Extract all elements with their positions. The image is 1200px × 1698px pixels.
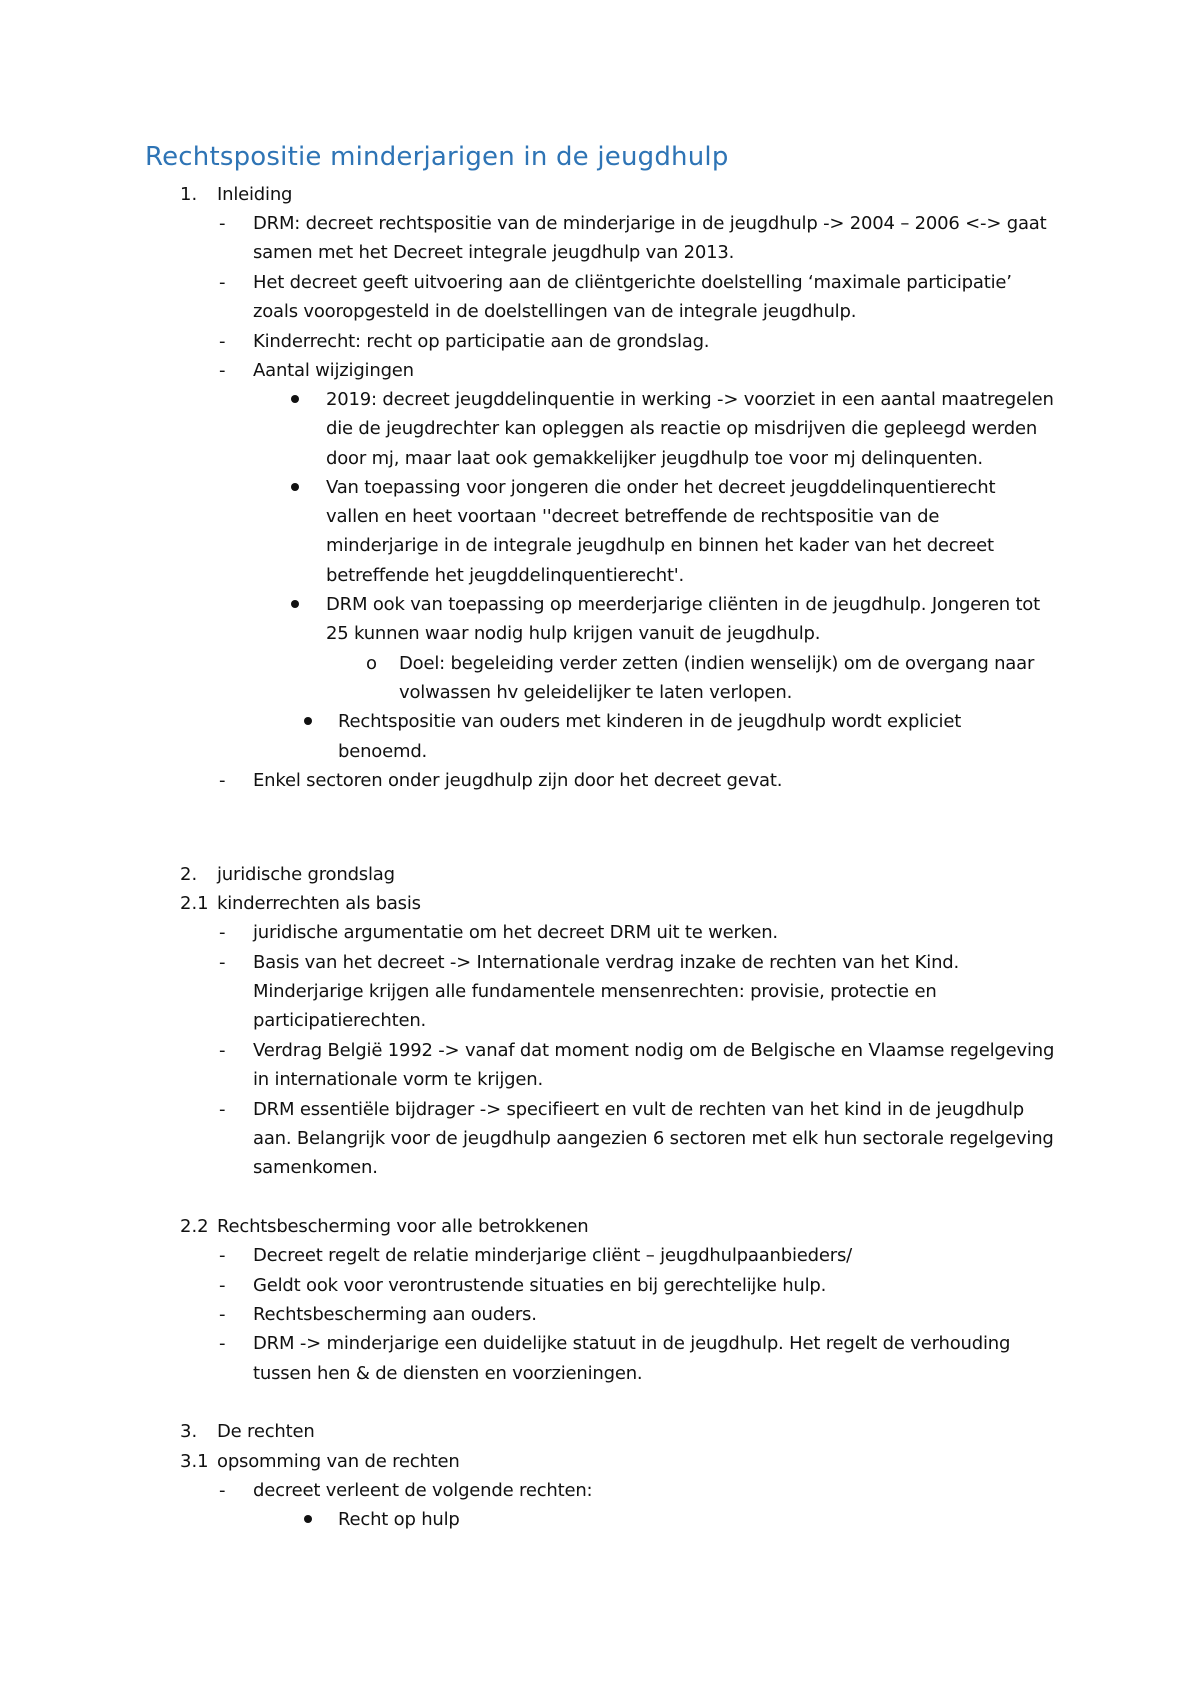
dash-marker: - xyxy=(219,1099,226,1120)
section-3-1-number: 3.1 xyxy=(180,1451,209,1472)
bullet-item-text: DRM ook van toepassing op meerderjarige cliënten in de jeugdhulp. Jongeren tot xyxy=(326,594,1040,615)
list-item-text: aan. Belangrijk voor de jeugdhulp aangezien 6 sectoren met elk hun sectorale regelgeving xyxy=(253,1128,1054,1149)
list-item-text: Basis van het decreet -> Internationale verdrag inzake de rechten van het Kind. xyxy=(253,952,960,973)
document-title: Rechtspositie minderjarigen in de jeugdhulp xyxy=(145,142,729,172)
section-1-number: 1. xyxy=(180,184,198,205)
bullet-icon xyxy=(291,395,299,403)
list-item-text: Minderjarige krijgen alle fundamentele mensenrechten: provisie, protectie en xyxy=(253,981,937,1002)
section-3-heading: De rechten xyxy=(217,1421,315,1442)
list-item-text: DRM: decreet rechtspositie van de minderjarige in de jeugdhulp -> 2004 – 2006 <-> gaat xyxy=(253,213,1047,234)
dash-marker: - xyxy=(219,952,226,973)
list-item-text: zoals vooropgesteld in de doelstellingen van de integrale jeugdhulp. xyxy=(253,301,857,322)
bullet-item-text: Rechtspositie van ouders met kinderen in de jeugdhulp wordt expliciet xyxy=(338,711,962,732)
dash-marker: - xyxy=(219,331,226,352)
list-item-text: Decreet regelt de relatie minderjarige cliënt – jeugdhulpaanbieders/ xyxy=(253,1245,852,1266)
dash-marker: - xyxy=(219,1304,226,1325)
list-item-text: Geldt ook voor verontrustende situaties en bij gerechtelijke hulp. xyxy=(253,1275,827,1296)
bullet-icon xyxy=(304,717,312,725)
list-item-text: Verdrag België 1992 -> vanaf dat moment nodig om de Belgische en Vlaamse regelgeving xyxy=(253,1040,1055,1061)
dash-marker: - xyxy=(219,213,226,234)
list-item-text: Rechtsbescherming aan ouders. xyxy=(253,1304,537,1325)
bullet-item-text: die de jeugdrechter kan opleggen als reactie op misdrijven die gepleegd werden xyxy=(326,418,1038,439)
circle-marker: o xyxy=(366,653,378,674)
list-item-text: in internationale vorm te krijgen. xyxy=(253,1069,544,1090)
dash-marker: - xyxy=(219,922,226,943)
list-item-text: juridische argumentatie om het decreet DRM uit te werken. xyxy=(253,922,778,943)
list-item-text: Enkel sectoren onder jeugdhulp zijn door het decreet gevat. xyxy=(253,770,783,791)
list-item-text: samen met het Decreet integrale jeugdhulp van 2013. xyxy=(253,242,735,263)
section-2-number: 2. xyxy=(180,864,198,885)
section-1-heading: Inleiding xyxy=(217,184,293,205)
bullet-item-text: Recht op hulp xyxy=(338,1509,460,1530)
dash-marker: - xyxy=(219,1245,226,1266)
section-3-1-heading: opsomming van de rechten xyxy=(217,1451,460,1472)
list-item-text: Kinderrecht: recht op participatie aan de grondslag. xyxy=(253,331,710,352)
sub-bullet-item-text: volwassen hv geleidelijker te laten verlopen. xyxy=(399,682,793,703)
bullet-item-text: benoemd. xyxy=(338,741,428,762)
bullet-icon xyxy=(291,600,299,608)
bullet-icon xyxy=(291,483,299,491)
bullet-item-text: minderjarige in de integrale jeugdhulp en binnen het kader van het decreet xyxy=(326,535,994,556)
bullet-icon xyxy=(304,1515,312,1523)
list-item-text: samenkomen. xyxy=(253,1157,378,1178)
section-2-2-heading: Rechtsbescherming voor alle betrokkenen xyxy=(217,1216,589,1237)
list-item-text: Het decreet geeft uitvoering aan de cliëntgerichte doelstelling ‘maximale participatie’ xyxy=(253,272,1012,293)
section-3-number: 3. xyxy=(180,1421,198,1442)
dash-marker: - xyxy=(219,1333,226,1354)
dash-marker: - xyxy=(219,1040,226,1061)
bullet-item-text: 25 kunnen waar nodig hulp krijgen vanuit de jeugdhulp. xyxy=(326,623,821,644)
list-item-text: Aantal wijzigingen xyxy=(253,360,414,381)
bullet-item-text: 2019: decreet jeugddelinquentie in werking -> voorziet in een aantal maatregelen xyxy=(326,389,1054,410)
sub-bullet-item-text: Doel: begeleiding verder zetten (indien wenselijk) om de overgang naar xyxy=(399,653,1035,674)
bullet-item-text: door mj, maar laat ook gemakkelijker jeugdhulp toe voor mj delinquenten. xyxy=(326,448,983,469)
dash-marker: - xyxy=(219,1480,226,1501)
bullet-item-text: vallen en heet voortaan ''decreet betreffende de rechtspositie van de xyxy=(326,506,940,527)
section-2-1-heading: kinderrechten als basis xyxy=(217,893,421,914)
list-item-text: decreet verleent de volgende rechten: xyxy=(253,1480,593,1501)
list-item-text: participatierechten. xyxy=(253,1010,427,1031)
list-item-text: DRM -> minderjarige een duidelijke statuut in de jeugdhulp. Het regelt de verhouding xyxy=(253,1333,1011,1354)
dash-marker: - xyxy=(219,360,226,381)
section-2-1-number: 2.1 xyxy=(180,893,209,914)
list-item-text: tussen hen & de diensten en voorzieningen. xyxy=(253,1363,643,1384)
list-item-text: DRM essentiële bijdrager -> specifieert en vult de rechten van het kind in de jeugdhulp xyxy=(253,1099,1025,1120)
section-2-heading: juridische grondslag xyxy=(217,864,395,885)
dash-marker: - xyxy=(219,1275,226,1296)
dash-marker: - xyxy=(219,770,226,791)
section-2-2-number: 2.2 xyxy=(180,1216,209,1237)
dash-marker: - xyxy=(219,272,226,293)
bullet-item-text: Van toepassing voor jongeren die onder het decreet jeugddelinquentierecht xyxy=(326,477,996,498)
bullet-item-text: betreffende het jeugddelinquentierecht'. xyxy=(326,565,685,586)
